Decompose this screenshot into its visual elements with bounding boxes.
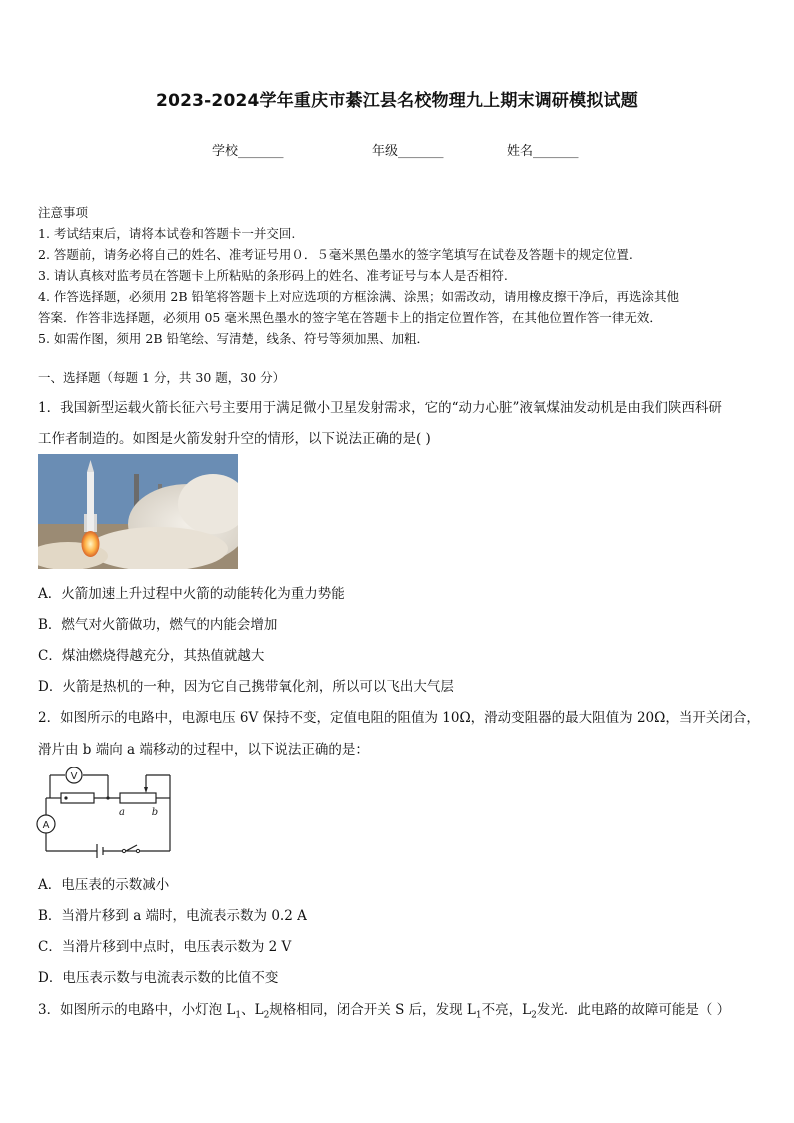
page-title: 2023-2024学年重庆市綦江县名校物理九上期末调研模拟试题 <box>156 91 638 111</box>
question-1-line-2: 工作者制造的。如图是火箭发射升空的情形，以下说法正确的是( ) <box>38 431 431 447</box>
note-item: 4. 作答选择题，必须用 2B 铅笔将答题卡上对应选项的方框涂满、涂黑；如需改动，请用橡皮擦干净后，再选涂其他 <box>38 289 679 304</box>
section-heading: 一、选择题（每题 1 分，共 30 题，30 分） <box>38 370 286 385</box>
notes-heading: 注意事项 <box>38 205 89 220</box>
question-2-line-1: 2．如图所示的电路中，电源电压 6V 保持不变，定值电阻的阻值为 10Ω，滑动变阻器的最大阻值为 20Ω，当开关闭合， <box>38 710 760 726</box>
note-item: 1. 考试结束后，请将本试卷和答题卡一并交回. <box>38 226 296 241</box>
question-3-line-1: 3．如图所示的电路中，小灯泡 $L_1$、$L_2$规格相同，闭合开关 S 后，发现 $L_1$不亮，$L_2$发光．此电路的故障可能是（ ） <box>38 1002 731 1021</box>
question-2-option-a: A．电压表的示数减小 <box>38 877 170 893</box>
question-1-option-d: D．火箭是热机的一种，因为它自己携带氧化剂，所以可以飞出大气层 <box>38 679 454 695</box>
rocket-launch-photo <box>38 454 238 569</box>
voltmeter-label: V <box>70 771 78 782</box>
note-item: 5. 如需作图，须用 2B 铅笔绘、写清楚，线条、符号等须加黑、加粗． <box>38 331 429 346</box>
question-1-option-a: A．火箭加速上升过程中火箭的动能转化为重力势能 <box>38 586 345 602</box>
question-1-option-b: B．燃气对火箭做功，燃气的内能会增加 <box>38 617 278 633</box>
ammeter-label: A <box>42 820 50 831</box>
terminal-b-label: b <box>151 807 159 818</box>
question-1-line-1: 1．我国新型运载火箭长征六号主要用于满足微小卫星发射需求，它的“动力心脏”液氧煤油发动机是由我们陕西科研 <box>38 400 722 416</box>
question-2-option-c: C．当滑片移到中点时，电压表示数为 2 V <box>38 939 292 955</box>
note-item: 2. 答题前，请务必将自己的姓名、准考证号用０．５毫米黑色墨水的签字笔填写在试卷及答题卡的规定位置. <box>38 247 633 262</box>
circuit-diagram <box>36 767 176 859</box>
terminal-a-label: a <box>119 807 125 818</box>
note-item: 答案．作答非选择题，必须用 05 毫米黑色墨水的签字笔在答题卡上的指定位置作答，在其他位置作答一律无效． <box>38 310 662 325</box>
school-field: 学校_______ <box>212 144 284 159</box>
question-2-option-b: B．当滑片移到 a 端时，电流表示数为 0.2 A <box>38 908 307 924</box>
question-1-option-c: C．煤油燃烧得越充分，其热值就越大 <box>38 648 265 664</box>
note-item: 3. 请认真核对监考员在答题卡上所粘贴的条形码上的姓名、准考证号与本人是否相符. <box>38 268 508 283</box>
question-2-line-2: 滑片由 b 端向 a 端移动的过程中，以下说法正确的是： <box>38 742 369 758</box>
question-2-option-d: D．电压表示数与电流表示数的比值不变 <box>38 970 279 986</box>
grade-field: 年级_______ <box>372 144 444 159</box>
name-field: 姓名_______ <box>507 144 579 159</box>
